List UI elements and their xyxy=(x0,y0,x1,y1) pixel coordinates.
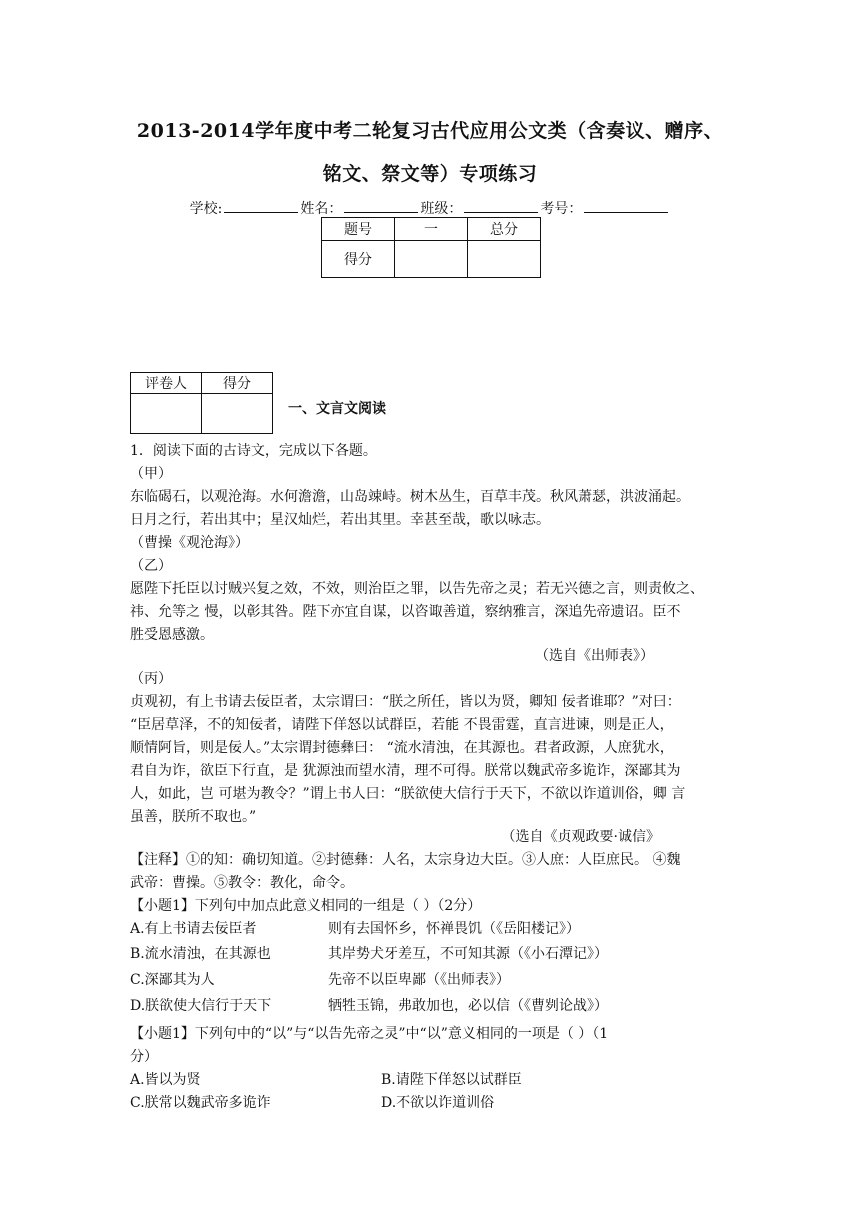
q1-option-b-compare: 其岸势犬牙差互，不可知其源（《小石潭记》） xyxy=(328,946,608,962)
q1-option-c-text: C.深鄙其为人 xyxy=(130,972,215,988)
bing-source: （选自《贞观政要·诚信》 xyxy=(501,829,660,845)
question-intro: 1．阅读下面的古诗文，完成以下各题。 xyxy=(130,443,377,459)
notes-line-1: 【注释】①的知：确切知道。②封德彝：人名，太宗身边大臣。③人庶：人臣庶民。 ④魏 xyxy=(130,852,681,868)
grader-score-cell[interactable] xyxy=(202,394,273,434)
id-blank[interactable] xyxy=(584,198,668,213)
jia-label: （甲） xyxy=(130,466,172,482)
notes-line-2: 武帝：曹操。⑤教令：教化，命令。 xyxy=(130,875,354,891)
yi-line-2: 祎、允等之 慢，以彰其咎。陛下亦宜自谋，以咨诹善道，察纳雅言，深追先帝遗诏。臣不 xyxy=(130,604,681,620)
score-table-row-label: 得分 xyxy=(322,241,395,278)
grader-score-header: 得分 xyxy=(202,373,273,394)
yi-label: （乙） xyxy=(130,558,172,574)
grader-table xyxy=(130,372,273,434)
class-label: 班级： xyxy=(420,201,463,217)
score-cell-total[interactable] xyxy=(468,241,541,278)
q1-option-b[interactable] xyxy=(130,945,730,963)
jia-source: （曹操《观沧海》） xyxy=(130,535,249,551)
q2-option-b[interactable]: B.请陛下佯怒以试群臣 xyxy=(381,1072,522,1088)
school-blank[interactable] xyxy=(224,198,298,213)
q2-title-line1: 【小题1】下列句中的“以”与“以告先帝之灵”中“以”意义相同的一项是（ ）（1 xyxy=(130,1026,609,1042)
q1-option-c-compare: 先帝不以臣卑鄙（《出师表》） xyxy=(328,972,510,988)
yi-source: （选自《出师表》） xyxy=(535,648,654,664)
score-table xyxy=(321,217,541,278)
q1-title: 【小题1】下列句中加点此意义相同的一组是（ ）（2分） xyxy=(130,898,482,914)
student-info-line xyxy=(0,198,860,218)
grader-cell[interactable] xyxy=(131,394,202,434)
q1-option-d-text: D.朕欲使大信行于天下 xyxy=(130,998,272,1014)
q1-option-a[interactable] xyxy=(130,920,730,938)
bing-line-3: 顺情阿旨，则是佞人。”太宗谓封德彝曰： “流水清浊，在其源也。君者政源，人庶犹水， xyxy=(130,740,674,756)
q1-option-d[interactable] xyxy=(130,997,730,1015)
id-label: 考号： xyxy=(540,201,583,217)
score-cell-one[interactable] xyxy=(395,241,468,278)
bing-line-4: 君自为诈，欲臣下行直，是 犹源浊而望水清，理不可得。朕常以魏武帝多诡诈，深鄙其为 xyxy=(130,763,681,779)
q2-option-d[interactable]: D.不欲以诈道训俗 xyxy=(381,1095,495,1111)
score-table-header-one: 一 xyxy=(395,218,468,241)
yi-line-1: 愿陛下托臣以讨贼兴复之效，不效，则治臣之罪，以告先帝之灵；若无兴德之言，则责攸之、 xyxy=(130,581,704,597)
jia-line-1: 东临碣石，以观沧海。水何澹澹，山岛竦峙。树木丛生，百草丰茂。秋风萧瑟，洪波涌起。 xyxy=(130,489,690,505)
name-blank[interactable] xyxy=(344,198,418,213)
q2-option-c[interactable]: C.朕常以魏武帝多诡诈 xyxy=(130,1095,271,1111)
jia-line-2: 日月之行，若出其中；星汉灿烂，若出其里。幸甚至哉，歌以咏志。 xyxy=(130,512,550,528)
q1-option-b-text: B.流水清浊，在其源也 xyxy=(130,946,271,962)
q1-option-c[interactable] xyxy=(130,971,730,989)
score-table-header-qnum: 题号 xyxy=(322,218,395,241)
q2-title-line2: 分） xyxy=(130,1049,158,1065)
q2-option-a[interactable]: A.皆以为贤 xyxy=(130,1072,201,1088)
bing-line-1: 贞观初，有上书请去佞臣者，太宗谓曰：“朕之所任，皆以为贤，卿知 佞者谁耶？”对曰： xyxy=(130,694,681,710)
school-label: 学校: xyxy=(189,201,223,217)
score-table-header-total: 总分 xyxy=(468,218,541,241)
bing-line-5: 人，如此，岂 可堪为教令？”谓上书人曰：“朕欲使大信行于天下，不欲以诈道训俗，卿 言 xyxy=(130,786,686,802)
bing-label: （丙） xyxy=(130,671,172,687)
bing-line-6: 虽善，朕所不取也。” xyxy=(130,809,257,825)
class-blank[interactable] xyxy=(464,198,538,213)
name-label: 姓名： xyxy=(300,201,343,217)
q1-option-a-compare: 则有去国怀乡，怀禅畏饥（《岳阳楼记》） xyxy=(328,921,580,937)
yi-line-3: 胜受恩感激。 xyxy=(130,627,214,643)
q1-option-a-text: A.有上书请去佞臣者 xyxy=(130,921,257,937)
page-title-line1: 2013-2014学年度中考二轮复习古代应用公文类（含奏议、赠序、 xyxy=(136,120,724,142)
bing-line-2: “臣居草泽，不的知佞者，请陛下佯怒以试群臣，若能 不畏雷霆，直言进谏，则是正人， xyxy=(130,717,674,733)
page-title-line2: 铭文、祭文等）专项练习 xyxy=(322,163,538,185)
section-title: 一、文言文阅读 xyxy=(288,401,386,417)
q1-option-d-compare: 牺牲玉锦，弗敢加也，必以信（《曹刿论战》） xyxy=(328,998,608,1014)
grader-header: 评卷人 xyxy=(131,373,202,394)
